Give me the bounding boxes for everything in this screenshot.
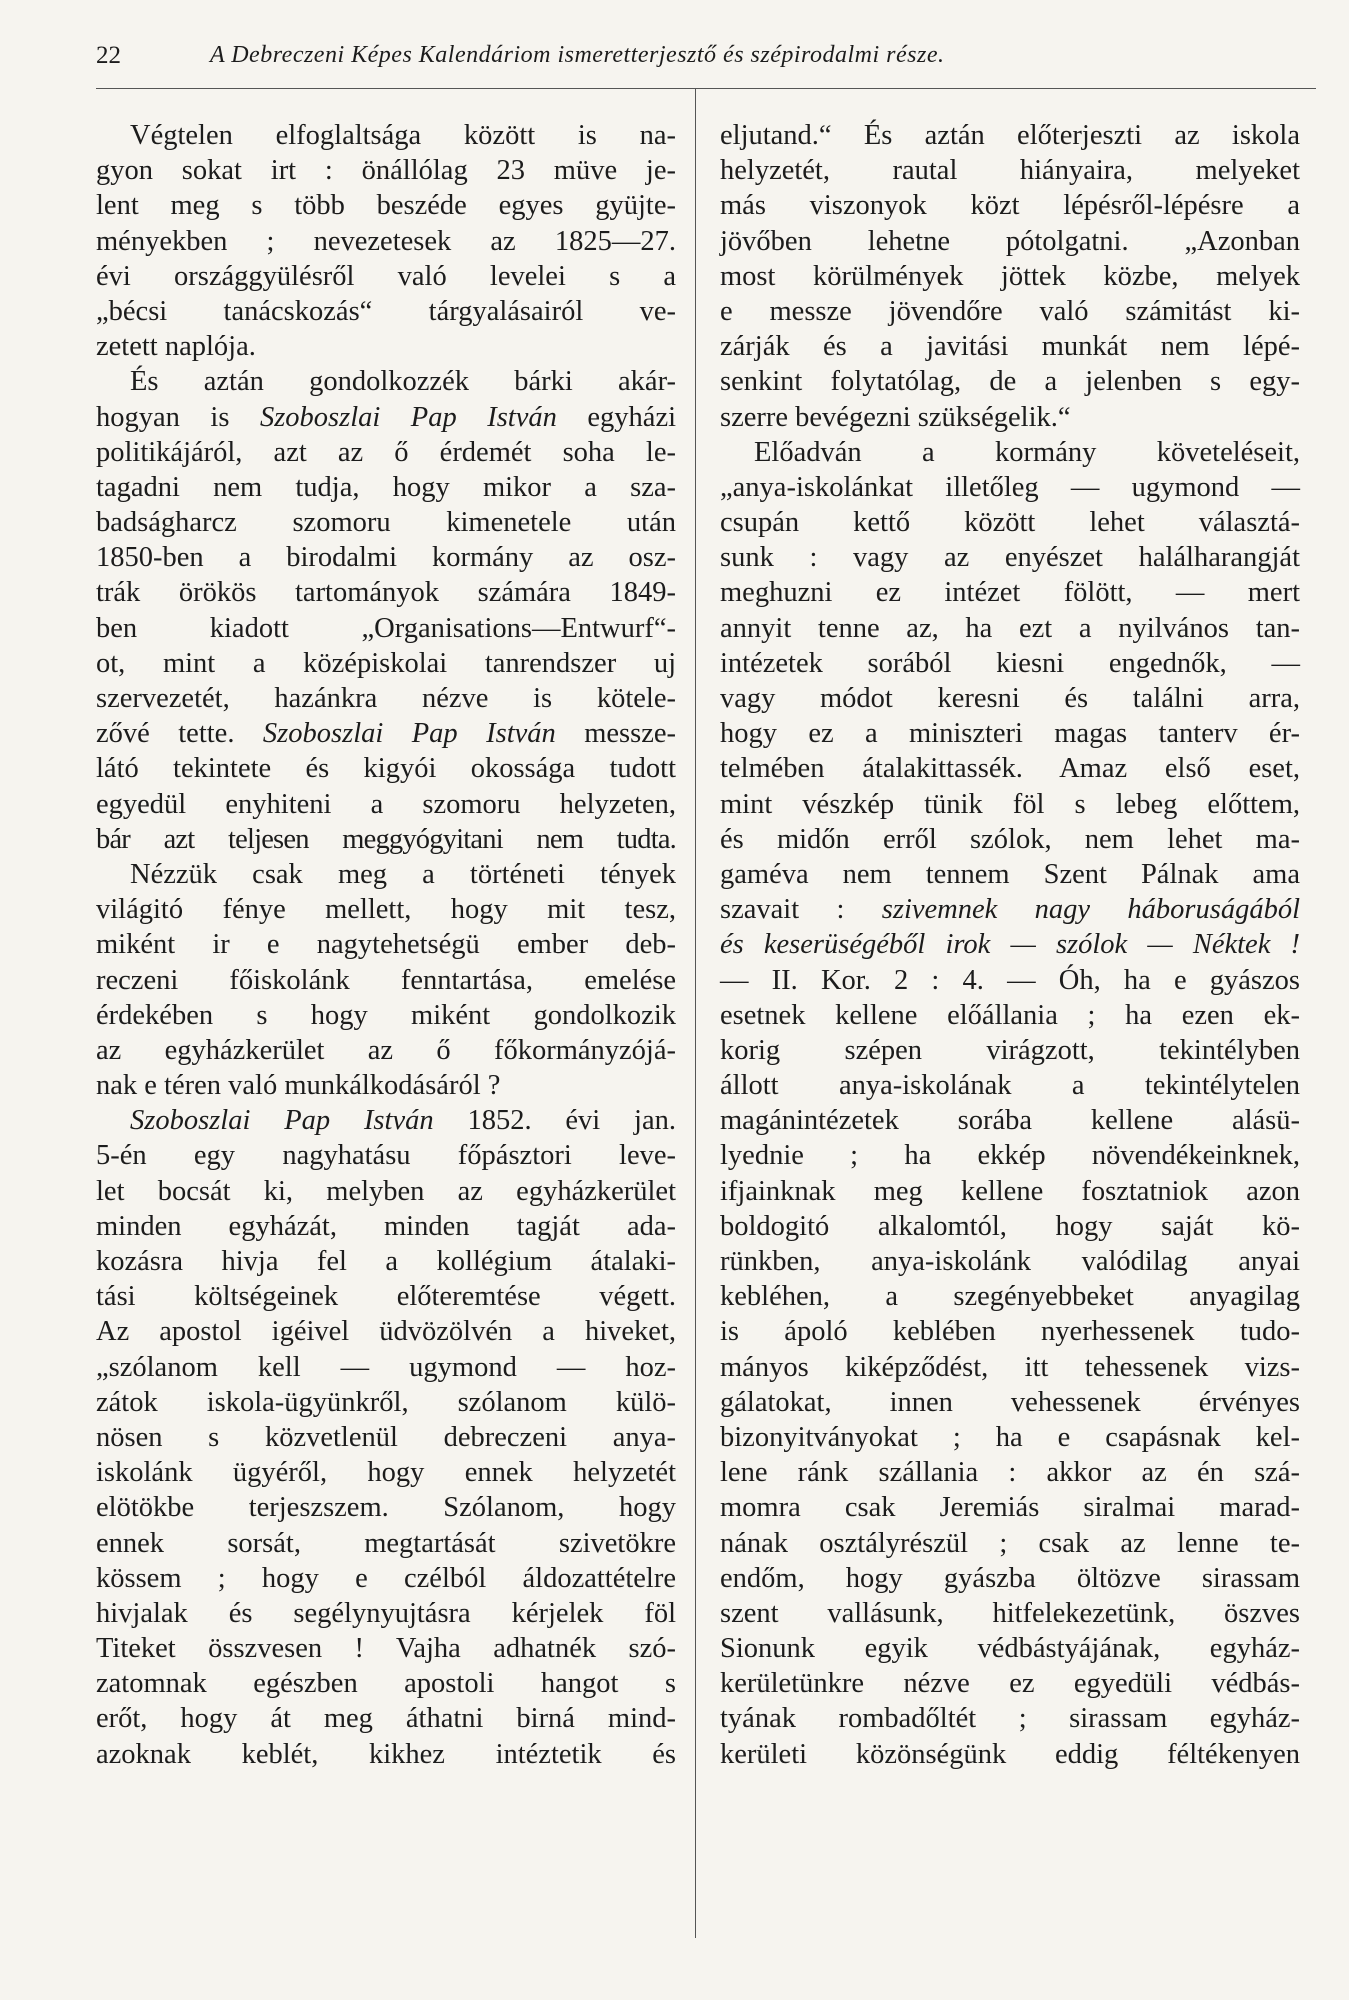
text-line: „bécsi tanácskozás“ tárgyalásairól ve- [96, 295, 676, 327]
text-line: látó tekintete és kigyói okossága tudott [96, 753, 676, 785]
text-line: világitó fénye mellett, hogy mit tesz, [96, 894, 676, 926]
text-line: egyedül enyhiteni a szomoru helyzeten, [96, 788, 676, 820]
text-line: szerre bevégezni szükségelik.“ [720, 401, 1071, 433]
text-line: ot, mint a középiskolai tanrendszer uj [96, 647, 676, 679]
page-number: 22 [96, 42, 121, 69]
text-line [96, 716, 676, 751]
column-divider [695, 88, 696, 1938]
text-line: gaméva nem tennem Szent Pálnak ama [720, 858, 1300, 890]
text-line: „anya-iskolánkat illetőleg — ugymond — [720, 471, 1300, 503]
text-line: annyit tenne az, ha ezt a nyilvános tan- [720, 612, 1300, 644]
text-line: hivjalak és segélynyujtásra kérjelek föl [96, 1597, 676, 1629]
text-line: tási költségeinek előteremtése végett. [96, 1281, 676, 1313]
text-line: eljutand.“ És aztán előterjeszti az iskola [720, 120, 1300, 151]
text-line: azoknak keblét, kikhez intéztetik és [96, 1738, 676, 1770]
person-name: Szoboszlai Pap István [130, 1105, 434, 1137]
text-line: kerületi közönségünk eddig féltékenyen [720, 1738, 1300, 1770]
text-line: vagy módot keresni és találni arra, [720, 683, 1300, 714]
text-run: 1852. évi jan. [467, 1105, 676, 1137]
text-line: esetnek kellene előállania ; ha ezen ek- [720, 999, 1300, 1031]
text-line: Sionunk egyik védbástyájának, egyház- [720, 1633, 1300, 1665]
text-line: is ápoló keblében nyerhessenek tudo- [720, 1316, 1300, 1348]
header-rule [96, 88, 1316, 89]
text-line: szent vallásunk, hitfelekezetünk, öszves [720, 1597, 1300, 1629]
text-line: lyednie ; ha ekkép növendékeinknek, [720, 1140, 1300, 1172]
text-line: És aztán gondolkozzék bárki akár- [130, 366, 676, 398]
text-line: zátok iskola-ügyünkről, szólanom külö- [96, 1386, 676, 1418]
text-line: badságharcz szomoru kimenetele után [96, 507, 676, 539]
text-line: „szólanom kell — ugymond — hoz- [96, 1351, 676, 1383]
text-line: sunk : vagy az enyészet halálharangját [720, 542, 1300, 574]
text-line: Nézzük csak meg a történeti tények [130, 858, 676, 890]
text-line: kozásra hivja fel a kollégium átalaki- [96, 1246, 676, 1277]
text-line [96, 400, 676, 435]
text-line: iskolánk ügyéről, hogy ennek helyzetét [96, 1457, 676, 1489]
text-line: lent meg s több beszéde egyes gyüjte- [96, 190, 676, 222]
text-line: telmében átalakittassék. Amaz első eset, [720, 753, 1300, 785]
text-line: kerületünkre nézve ez egyedüli védbás- [720, 1668, 1300, 1700]
text-line: senkint folytatólag, de a jelenben s egy- [720, 366, 1300, 398]
text-line: ennek sorsát, megtartását szivetökre [96, 1527, 676, 1559]
text-line [96, 1103, 676, 1138]
text-line: érdekében s hogy miként gondolkozik [96, 999, 676, 1031]
text-line: mányos kiképződést, itt tehessenek vizs- [720, 1351, 1300, 1383]
text-line: helyzetét, rautal hiányaira, melyeket [720, 155, 1300, 187]
right-column [720, 118, 1300, 1772]
text-line: most körülmények jöttek közbe, melyek [720, 260, 1300, 292]
text-line: Előadván a kormány követeléseit, [754, 436, 1300, 468]
text-line: e messze jövendőre való számitást ki- [720, 295, 1300, 327]
text-line: erőt, hogy át meg áthatni birná mind- [96, 1703, 676, 1735]
text-run: zővé tette. [96, 718, 235, 750]
text-line: nak e téren való munkálkodásáról ? [96, 1070, 501, 1102]
text-line: más viszonyok közt lépésről-lépésre a [720, 190, 1300, 222]
text-run: egyházi [587, 401, 677, 433]
text-line: reczeni főiskolánk fenntartása, emelése [96, 964, 676, 996]
person-name: Szoboszlai Pap István [262, 718, 556, 750]
text-line: mint vészkép tünik föl s lebeg előttem, [720, 788, 1300, 820]
text-line: hogy ez a miniszteri magas tanterv ér- [720, 718, 1300, 750]
text-line: nának osztályrészül ; csak az lenne te- [720, 1527, 1300, 1559]
bible-quote: szivemnek nagy háboruságából [881, 894, 1301, 926]
text-line: ifjainknak meg kellene fosztatniok azon [720, 1175, 1300, 1207]
text-line: kössem ; hogy e czélból áldozattételre [96, 1562, 676, 1594]
text-run: messze- [584, 718, 677, 750]
text-line: boldogitó alkalomtól, hogy saját kö- [720, 1210, 1300, 1242]
text-line: Az apostol igéivel üdvözölvén a hiveket, [96, 1316, 676, 1348]
text-line: tagadni nem tudja, hogy mikor a sza- [96, 471, 676, 503]
text-line: állott anya-iskolának a tekintélytelen [720, 1070, 1300, 1102]
text-line: Végtelen elfoglaltsága között is na- [130, 120, 676, 151]
running-head: A Debreczeni Képes Kalendáriom ismeretterjesztő és szépirodalmi része. [210, 42, 945, 68]
text-line: momra csak Jeremiás siralmai marad- [720, 1492, 1300, 1524]
text-line: let bocsát ki, melyben az egyházkerület [96, 1175, 676, 1207]
text-line: meghuzni ez intézet fölött, — mert [720, 577, 1300, 609]
text-line: ményekben ; nevezetesek az 1825—27. [96, 225, 676, 257]
text-line: elötökbe terjeszszem. Szólanom, hogy [96, 1492, 676, 1524]
text-run: szavait : [720, 894, 845, 926]
text-line: szervezetét, hazánkra nézve is kötele- [96, 683, 676, 714]
text-line: zatomnak egészben apostoli hangot s [96, 1668, 676, 1700]
text-line: zárják és a javitási munkát nem lépé- [720, 331, 1300, 363]
text-line: Titeket összvesen ! Vajha adhatnék szó- [96, 1633, 676, 1665]
text-line: lene ránk szállania : akkor az én szá- [720, 1457, 1300, 1489]
text-line: bizonyitványokat ; ha e csapásnak kel- [720, 1421, 1300, 1453]
text-line: politikájáról, azt az ő érdemét soha le- [96, 436, 676, 468]
text-line: és midőn erről szólok, nem lehet ma- [720, 823, 1300, 855]
text-line: jövőben lehetne pótolgatni. „Azonban [720, 225, 1300, 257]
text-line: magánintézetek sorába kellene alásü- [720, 1105, 1300, 1137]
text-line: az egyházkerület az ő főkormányzójá- [96, 1034, 676, 1066]
text-line: korig szépen virágzott, tekintélyben [720, 1034, 1300, 1066]
text-line: 1850-ben a birodalmi kormány az osz- [96, 542, 676, 574]
text-line: bár azt teljesen meggyógyitani nem tudta. [96, 823, 676, 855]
text-line: minden egyházát, minden tagját ada- [96, 1210, 676, 1242]
text-line: zetett naplója. [96, 331, 256, 363]
text-line: intézetek sorából kiesni engednők, — [720, 647, 1300, 679]
text-line: ben kiadott „Organisations—Entwurf“- [96, 612, 676, 644]
text-line: trák örökös tartományok számára 1849- [96, 577, 676, 609]
text-line: kebléhen, a szegényebbeket anyagilag [720, 1281, 1300, 1313]
text-line: rünkben, anya-iskolánk valódilag anyai [720, 1246, 1300, 1277]
text-line: endőm, hogy gyászba öltözve sirassam [720, 1562, 1300, 1594]
text-line: gálatokat, innen vehessenek érvényes [720, 1386, 1300, 1418]
text-line: miként ir e nagytehetségü ember deb- [96, 929, 676, 961]
text-line: tyának rombadőltét ; sirassam egyház- [720, 1703, 1300, 1735]
text-line: gyon sokat irt : önállólag 23 müve je- [96, 155, 676, 187]
person-name: Szoboszlai Pap István [259, 401, 557, 433]
text-line: csupán kettő között lehet választá- [720, 507, 1300, 539]
left-column [96, 118, 676, 1772]
text-line [720, 927, 1300, 962]
bible-quote: és keserüségéből irok — szólok — Néktek ! [720, 929, 1300, 961]
text-line: 5-én egy nagyhatásu főpásztori leve- [96, 1140, 676, 1172]
text-line: — II. Kor. 2 : 4. — Óh, ha e gyászos [720, 964, 1300, 996]
text-line: évi országgyülésről való levelei s a [96, 260, 676, 292]
text-run: hogyan is [96, 401, 230, 433]
text-line [720, 892, 1300, 927]
text-line: nösen s közvetlenül debreczeni anya- [96, 1421, 676, 1453]
